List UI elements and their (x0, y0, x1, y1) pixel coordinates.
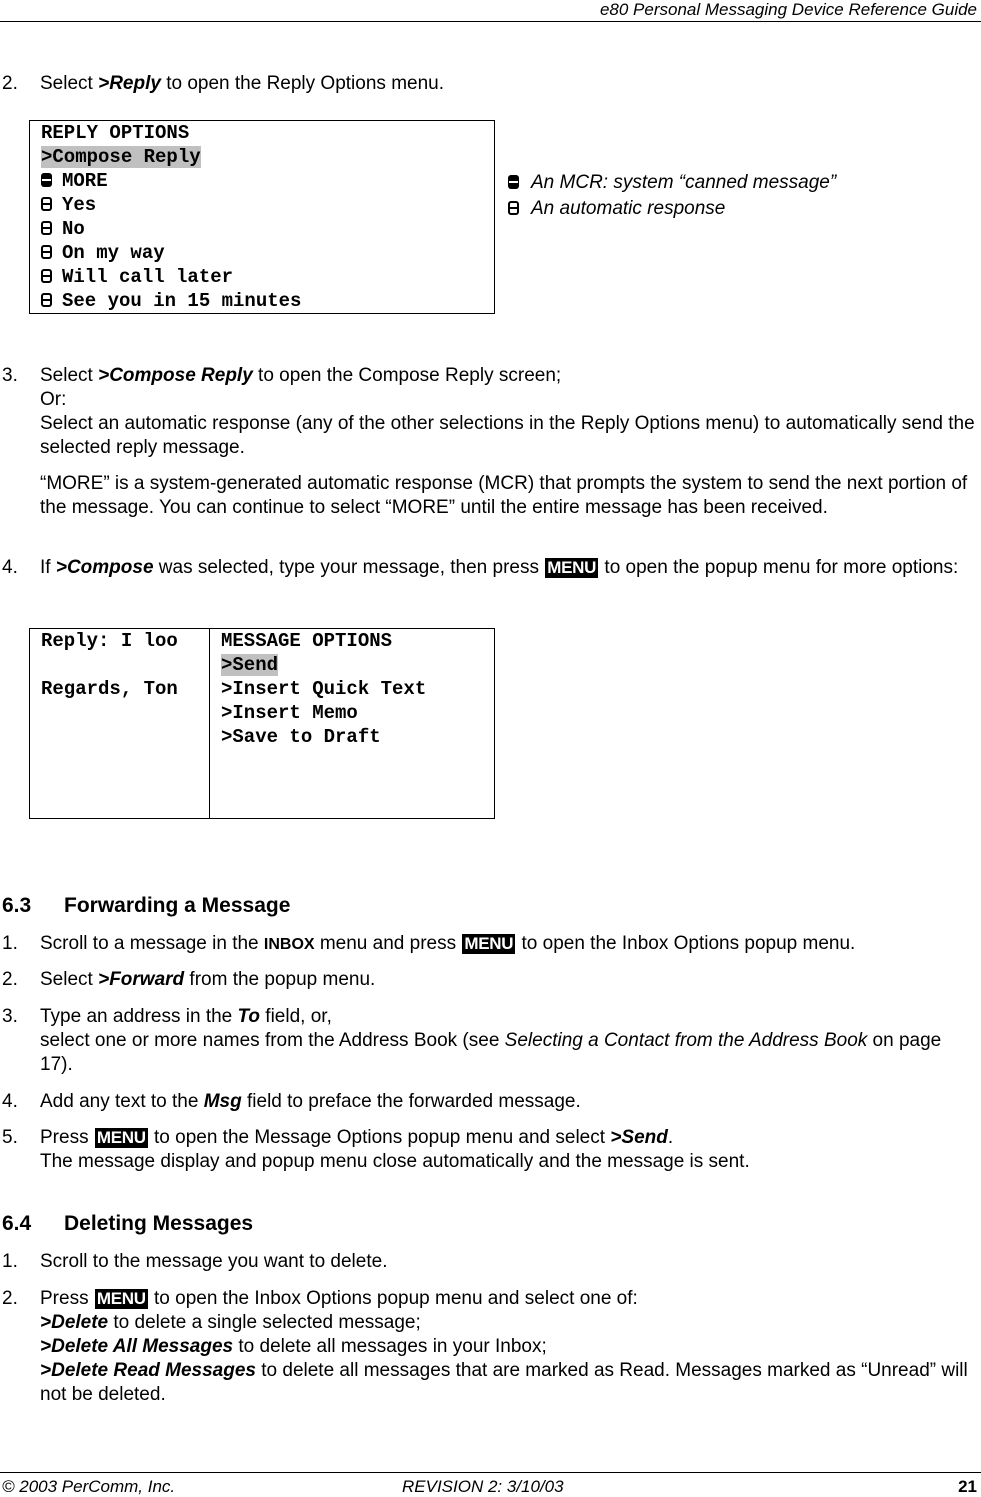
cross-reference-link[interactable]: Selecting a Contact from the Address Book (504, 1030, 868, 1051)
step-text: Scroll to the message you want to delete. (40, 1251, 388, 1272)
step-text: to open the popup menu for more options: (599, 557, 959, 578)
compose-line: Regards, Ton (41, 678, 178, 700)
step-number: 4. (2, 1091, 18, 1112)
section-number: 6.4 (2, 1212, 32, 1235)
auto-response-icon (41, 221, 52, 235)
menu-item-more[interactable] (30, 169, 494, 193)
step-4-compose (0, 556, 975, 580)
step-text: Add any text to the (40, 1091, 204, 1112)
step-text: was selected, type your message, then press (153, 557, 545, 578)
command-delete-read: >Delete Read Messages (40, 1360, 256, 1381)
section-title: Forwarding a Message (64, 894, 291, 917)
step-text: select one or more names from the Address Book (see (40, 1030, 505, 1051)
command-delete-all: >Delete All Messages (40, 1336, 234, 1357)
legend-text: An MCR: system “canned message” (531, 172, 837, 193)
step-text: to open the Compose Reply screen; (252, 365, 562, 386)
menu-key-badge: MENU (464, 934, 514, 953)
step-text: Select (40, 365, 99, 386)
field-msg: Msg (203, 1091, 242, 1112)
message-options-menu (210, 629, 494, 749)
compose-text-area[interactable] (30, 629, 210, 701)
footer-revision: REVISION 2: 3/10/03 (402, 1477, 564, 1496)
legend-text: An automatic response (531, 198, 726, 219)
auto-response-icon (41, 197, 52, 211)
step-text-or: Or: (40, 389, 67, 410)
menu-item-will-call-later[interactable] (30, 265, 494, 289)
menu-item-label: MORE (62, 170, 108, 192)
legend-item-mcr (508, 170, 836, 196)
forward-step-3 (0, 1005, 975, 1077)
icon-legend (508, 170, 836, 222)
menu-item-compose-reply-selected[interactable]: >Compose Reply (41, 146, 201, 168)
step-text: to delete all messages in your Inbox; (233, 1336, 547, 1357)
menu-title: MESSAGE OPTIONS (221, 630, 393, 652)
step-text: Select (40, 73, 99, 94)
menu-item-label: See you in 15 minutes (62, 290, 302, 312)
delete-step-1 (0, 1250, 975, 1274)
step-2-select-reply (0, 72, 975, 96)
step-text: . (667, 1127, 674, 1148)
compose-line (30, 653, 210, 677)
auto-response-icon (41, 293, 52, 307)
step-text: to open the Inbox Options popup menu. (516, 933, 856, 954)
page-number: 21 (958, 1477, 977, 1496)
menu-item-label: No (62, 218, 85, 240)
forward-step-1 (0, 932, 975, 957)
forward-step-5 (0, 1126, 975, 1174)
command-send: >Send (610, 1127, 668, 1148)
command-compose: >Compose (55, 557, 154, 578)
step-number: 1. (2, 1251, 18, 1272)
step-text: field, or, (260, 1006, 332, 1027)
footer-divider (0, 1472, 981, 1473)
menu-item-insert-memo[interactable]: >Insert Memo (221, 702, 358, 724)
auto-response-icon (41, 269, 52, 283)
menu-item-no[interactable] (30, 217, 494, 241)
forward-step-4 (0, 1090, 975, 1114)
step-text: to delete all messages that are marked as Read. Messages marked as “Unread” will not be deleted. (40, 1360, 968, 1405)
menu-key-badge: MENU (96, 1289, 146, 1308)
command-compose-reply: >Compose Reply (98, 365, 253, 386)
step-text: Type an address in the (40, 1006, 238, 1027)
mcr-icon (508, 175, 519, 189)
command-delete: >Delete (40, 1312, 109, 1333)
menu-item-label: Will call later (62, 266, 234, 288)
mcr-icon (41, 173, 52, 187)
menu-item-see-you-in-15[interactable] (30, 289, 494, 313)
menu-key-badge: MENU (96, 1128, 146, 1147)
compose-reply-screen (29, 628, 495, 819)
document-header-title: e80 Personal Messaging Device Reference Guide (599, 0, 977, 19)
step-text: to open the Message Options popup menu and select (148, 1127, 611, 1148)
field-to: To (237, 1006, 261, 1027)
step-text: to open the Reply Options menu. (160, 73, 444, 94)
step-text: Select (40, 969, 99, 990)
step-text: to delete a single selected message; (108, 1312, 421, 1333)
step-text: to open the Inbox Options popup menu and select one of: (148, 1288, 638, 1309)
step-text: from the popup menu. (184, 969, 376, 990)
menu-item-on-my-way[interactable] (30, 241, 494, 265)
auto-response-icon (508, 201, 519, 215)
header-divider (0, 21, 981, 22)
step-text: menu and press (314, 933, 462, 954)
step-text: The message display and popup menu close automatically and the message is sent. (40, 1151, 750, 1172)
step-number: 4. (2, 557, 18, 578)
menu-item-insert-quick-text[interactable]: >Insert Quick Text (221, 678, 427, 700)
step-number: 2. (2, 969, 18, 990)
section-heading-6-3 (2, 894, 290, 918)
delete-step-2 (0, 1287, 975, 1407)
command-reply: >Reply (98, 73, 161, 94)
step-text: field to preface the forwarded message. (241, 1091, 581, 1112)
command-forward: >Forward (98, 969, 185, 990)
menu-item-save-to-draft[interactable]: >Save to Draft (221, 726, 381, 748)
step-text: Scroll to a message in the (40, 933, 264, 954)
compose-line: Reply: I loo (41, 630, 178, 652)
auto-response-icon (41, 245, 52, 259)
menu-item-label: On my way (62, 242, 165, 264)
step-text: on page 17). (40, 1030, 942, 1075)
step-number: 1. (2, 933, 18, 954)
section-heading-6-4 (2, 1212, 253, 1236)
section-title: Deleting Messages (64, 1212, 254, 1235)
step-text: Press (40, 1127, 94, 1148)
step-number: 2. (2, 73, 18, 94)
menu-item-send-selected[interactable]: >Send (221, 654, 279, 676)
step-text: Press (40, 1288, 94, 1309)
step-number: 2. (2, 1288, 18, 1309)
step-number: 3. (2, 365, 18, 386)
section-number: 6.3 (2, 894, 32, 917)
more-note: “MORE” is a system-generated automatic response (MCR) that prompts the system to send the next portion of the message. You can continue to select “MORE” until the entire message has been received. (40, 473, 968, 518)
step-number: 3. (2, 1006, 18, 1027)
menu-item-label: Yes (62, 194, 97, 216)
forward-step-2 (0, 968, 975, 992)
step-3-compose-reply (0, 364, 975, 520)
step-text-alt: Select an automatic response (any of the other selections in the Reply Options menu) to automatically send the selected reply message. (40, 413, 975, 458)
screen-title: REPLY OPTIONS (41, 122, 190, 144)
step-number: 5. (2, 1127, 18, 1148)
step-text: If (40, 557, 56, 578)
inbox-label: INBOX (263, 936, 315, 953)
legend-item-auto-response (508, 196, 836, 222)
footer-copyright: © 2003 PerComm, Inc. (2, 1477, 176, 1496)
menu-key-badge: MENU (547, 558, 597, 577)
reply-options-screen (29, 120, 495, 314)
menu-item-yes[interactable] (30, 193, 494, 217)
